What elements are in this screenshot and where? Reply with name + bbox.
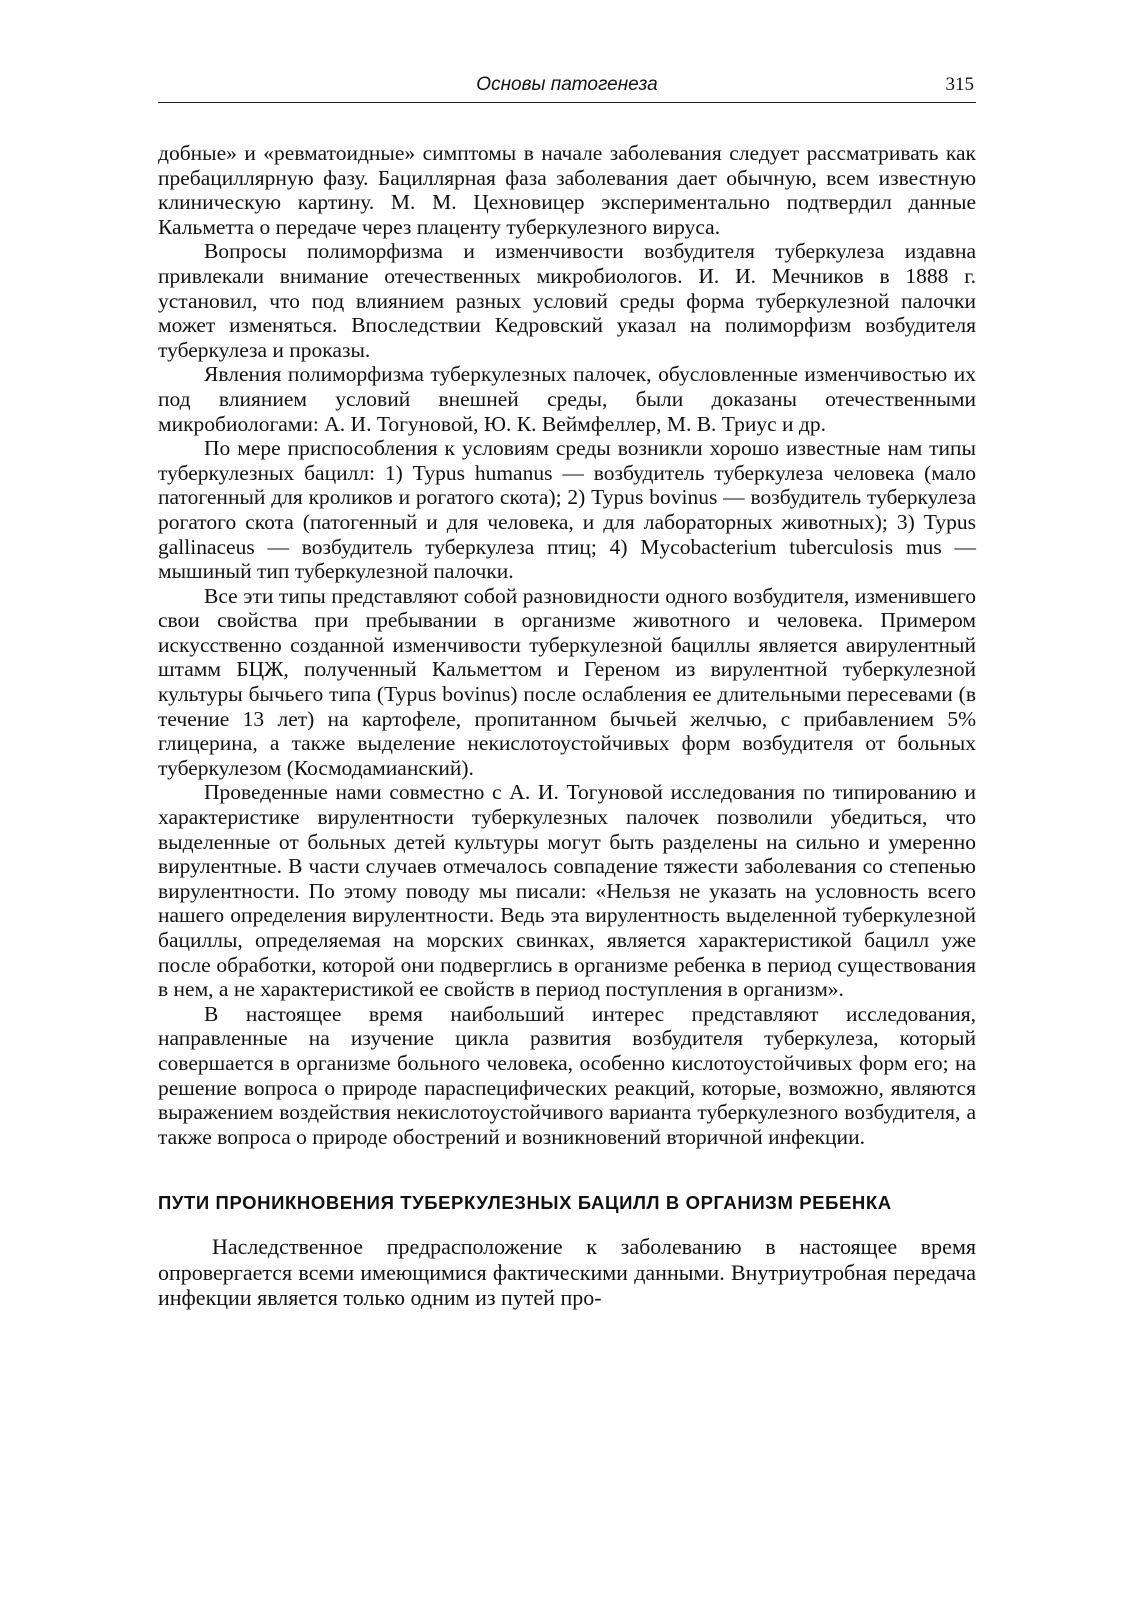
running-title: Основы патогенеза bbox=[476, 74, 658, 95]
paragraph: добные» и «ревматоидные» симптомы в начале заболевания следует рассматривать как пребациллярную фазу. Бациллярная фаза заболевания дает обычную, всем известную клиническую картину. М. М. Цехновицер экспериментально подтвердил данные Кальметта о передаче через плаценту туберкулезного вируса. bbox=[158, 141, 976, 239]
body-text bbox=[158, 141, 976, 1149]
paragraph: Наследственное предрасположение к заболеванию в настоящее время опровергается всеми имеющимися фактическими данными. Внутриутробная передача инфекции является только одним из путей про- bbox=[158, 1234, 976, 1311]
paragraph: Проведенные нами совместно с А. И. Тогуновой исследования по типированию и характеристике вирулентности туберкулезных палочек позволили убедиться, что выделенные от больных детей культуры могут быть разделены на сильно и умеренно вирулентные. В части случаев отмечалось совпадение тяжести заболевания со степенью вирулентности. По этому поводу мы писали: «Нельзя не указать на условность всего нашего определения вирулентности. Ведь эта вирулентность выделенной туберкулезной бациллы, определяемая на морских свинках, является характеристикой бацилл уже после обработки, которой они подверглись в организме ребенка в период существования в нем, а не характеристикой ее свойств в период поступления в организм». bbox=[158, 780, 976, 1002]
page-header bbox=[158, 72, 976, 103]
paragraph: Вопросы полиморфизма и изменчивости возбудителя туберкулеза издавна привлекали внимание отечественных микробиологов. И. И. Мечников в 1888 г. установил, что под влиянием разных условий среды форма туберкулезной палочки может изменяться. Впоследствии Кедровский указал на полиморфизм возбудителя туберкулеза и проказы. bbox=[158, 239, 976, 362]
page-number: 315 bbox=[945, 74, 974, 95]
paragraph: В настоящее время наибольший интерес представляют исследования, направленные на изучение цикла развития возбудителя туберкулеза, который совершается в организме больного человека, особенно кислотоустойчивых форм его; на решение вопроса о природе параспецифических реакций, которые, возможно, являются выражением воздействия некислотоустойчивого варианта туберкулезного возбудителя, а также вопроса о природе обострений и возникновений вторичной инфекции. bbox=[158, 1001, 976, 1149]
section-body bbox=[158, 1234, 976, 1311]
paragraph: Явления полиморфизма туберкулезных палочек, обусловленные изменчивостью их под влиянием условий внешней среды, были доказаны отечественными микробиологами: А. И. Тогуновой, Ю. К. Веймфеллер, М. В. Триус и др. bbox=[158, 362, 976, 436]
section-heading: ПУТИ ПРОНИКНОВЕНИЯ ТУБЕРКУЛЕЗНЫХ БАЦИЛЛ В ОРГАНИЗМ РЕБЕНКА bbox=[158, 1192, 892, 1214]
book-page bbox=[158, 72, 976, 1311]
paragraph: По мере приспособления к условиям среды возникли хорошо известные нам типы туберкулезных бацилл: 1) Typus humanus — возбудитель туберкулеза человека (мало патогенный для кроликов и рогатого скота); 2) Typus bovinus — возбудитель туберкулеза рогатого скота (патогенный и для человека, и для лабораторных животных); 3) Typus gallinaceus — возбудитель туберкулеза птиц; 4) Mycobacterium tuberculosis mus — мышиный тип туберкулезной палочки. bbox=[158, 436, 976, 584]
paragraph: Все эти типы представляют собой разновидности одного возбудителя, изменившего свои свойства при пребывании в организме животного и человека. Примером искусственно созданной изменчивости туберкулезной бациллы является авирулентный штамм БЦЖ, полученный Кальметтом и Гереном из вирулентной туберкулезной культуры бычьего типа (Typus bovinus) после ослабления ее длительными пересевами (в течение 13 лет) на картофеле, пропитанном бычьей желчью, с прибавлением 5% глицерина, а также выделение некислотоустойчивых форм возбудителя от больных туберкулезом (Космодамианский). bbox=[158, 583, 976, 780]
